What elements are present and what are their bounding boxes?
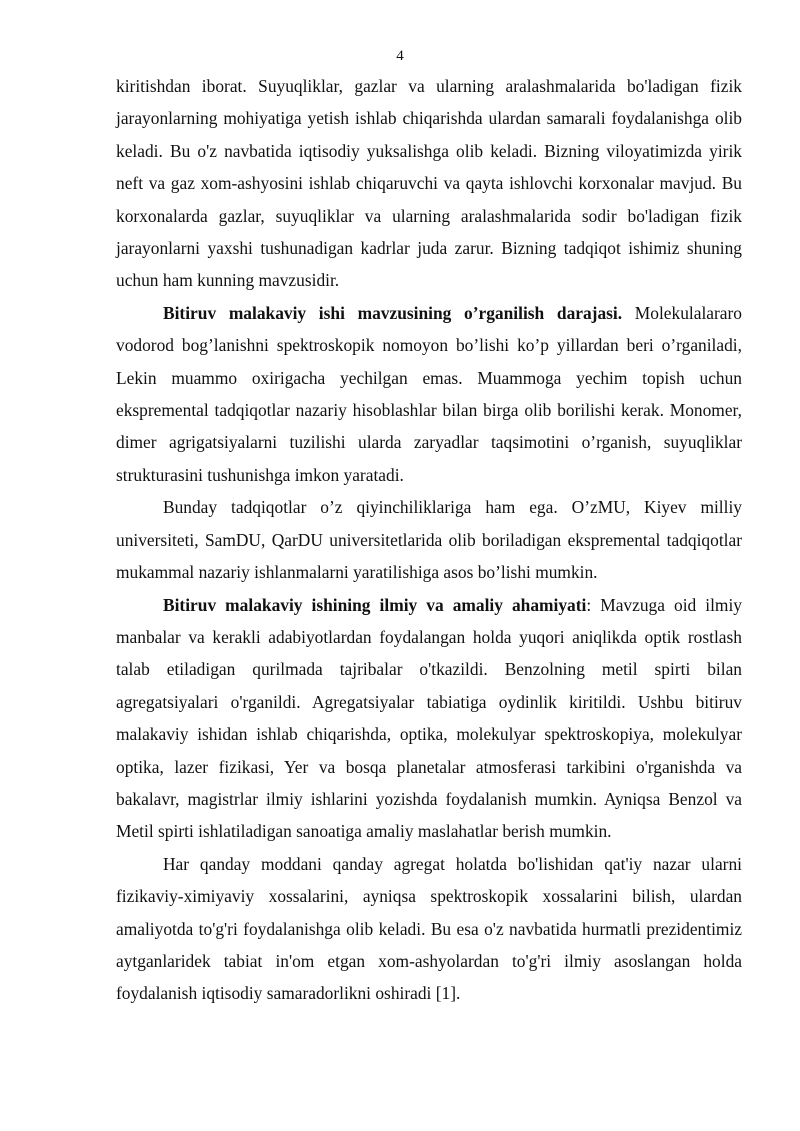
paragraph-text: Bunday tadqiqotlar o’z qiyinchiliklariga ham ega. O’zMU, Kiyev milliy universiteti, SamDU, QarDU universitetlarida olib boriladigan ekspremental tadqiqotlar mukammal nazariy ishlanmalarni yaratilishiga asos bo’lishi mumkin.: [116, 497, 742, 583]
paragraph-text: kiritishdan iborat. Suyuqliklar, gazlar va ularning aralashmalarida bo'ladigan fizik jarayonlarning mohiyatiga yetish ishlab chiqarishda ulardan samarali foydalanishga olib keladi. Bu o'z navbatida iqtisodiy yuksalishga olib keladi. Bizning viloyatimizda yirik neft va gaz xom-ashyosini ishlab chiqaruvchi va qayta ishlovchi korxonalar mavjud. Bu korxonalarda gazlar, suyuqliklar va ularning aralashmalarida sodir bo'ladigan fizik jarayonlarni yaxshi tushunadigan kadrlar juda zarur. Bizning tadqiqot ishimiz shuning uchun ham kunning mavzusidir.: [116, 76, 742, 291]
document-body: [116, 70, 742, 1010]
paragraph-study-level: [116, 297, 742, 491]
paragraph-text: Har qanday moddani qanday agregat holatda bo'lishidan qat'iy nazar ularni fizikaviy-ximiyaviy xossalarini, ayniqsa spektroskopik xossalarini bilish, ulardan amaliyotda to'g'ri foydalanishga olib keladi. Bu esa o'z navbatida hurmatli prezidentimiz aytganlaridek tabiat in'om etgan xom-ashyolardan to'g'ri ilmiy asoslangan holda foydalanish iqtisodiy samaradorlikni oshiradi [1].: [116, 853, 742, 1004]
paragraph-difficulties: [116, 491, 742, 588]
paragraph-text: : Mavzuga oid ilmiy manbalar va kerakli adabiyotlardan foydalangan holda yuqori aniqlikda optik rostlash talab etiladigan qurilmada tajribalar o'tkazildi. Benzolning metil spirti bilan agregatsiyalari o'rganildi. Agregatsiyalar tabiatiga oydinlik kiritildi. Ushbu bitiruv malakaviy ishidan ishlab chiqarishda, optika, molekulyar spektroskopiya, molekulyar optika, lazer fizikasi, Yer va bosqa planetalar atmosferasi tarkibini o'rganishda va bakalavr, magistrlar ilmiy ishlarini yozishda foydalanish mumkin. Ayniqsa Benzol va Metil spirti ishlatiladigan sanoatiga amaliy maslahatlar berish mumkin.: [116, 594, 742, 842]
paragraph-text: Molekulalararo vodorod bog’lanishni spektroskopik nomoyon bo’lishi ko’p yillardan beri o’rganiladi, Lekin muammo oxirigacha yechilgan emas. Muammoga yechim topish uchun ekspremental tadqiqotlar nazariy hisoblashlar bilan birga olib borilishi kerak. Monomer, dimer agrigatsiyalarni tuzilishi ularda zaryadlar taqsimotini o’rganish, suyuqliklar strukturasini tushunishga imkon yaratadi.: [116, 302, 743, 485]
page-number: 4: [396, 48, 404, 64]
section-heading-study-level: Bitiruv malakaviy ishi mavzusining o’rganilish darajasi.: [163, 302, 623, 323]
section-heading-significance: Bitiruv malakaviy ishining ilmiy va amaliy ahamiyati: [163, 594, 587, 615]
paragraph-significance: [116, 589, 742, 848]
paragraph-continuation: [116, 70, 742, 297]
paragraph-conclusion: [116, 848, 742, 1010]
